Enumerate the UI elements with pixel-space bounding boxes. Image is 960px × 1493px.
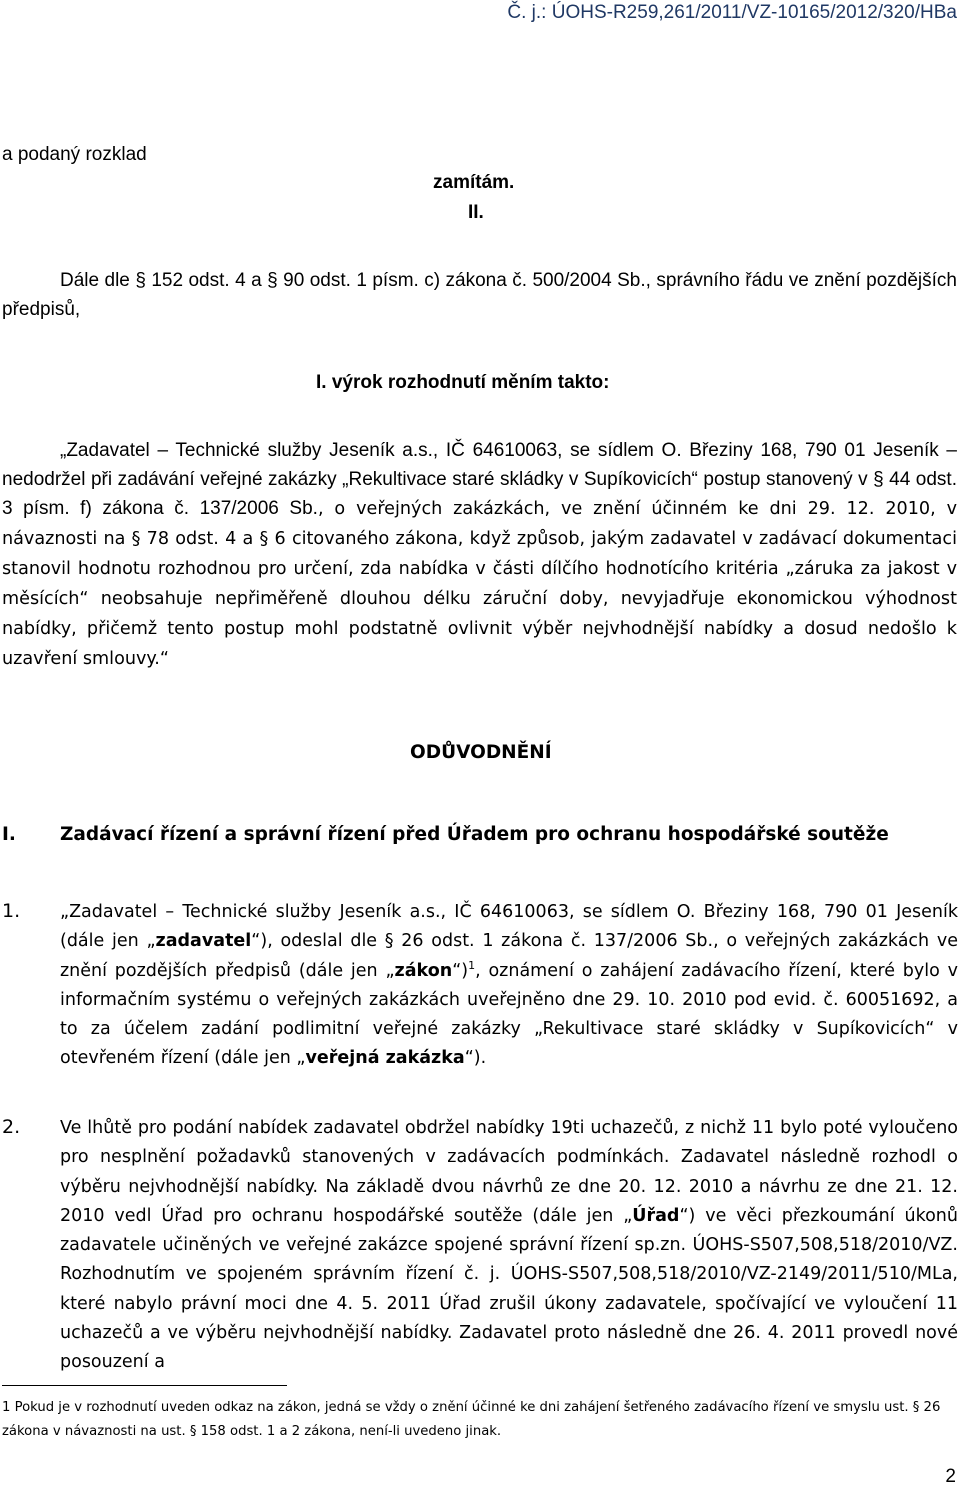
intro-line: a podaný rozklad [2,144,147,165]
item-1-text-d: , oznámení o zahájení zadávacího řízení, které bylo v informačním systému o veřejných zakázkách uveřejněno dne 29. 10. 2010 pod evid. č. 60051692, a to za účelem zadání podlimitní veřejné zakázky „Rekultivace staré skládky v Supíkovicích“ v otevřeném řízení (dále jen „ [60,960,958,1069]
footnote-marker: 1 [468,958,476,972]
item-2-text [60,1114,958,1378]
item-1-text-c: “) [452,960,469,981]
item-number-2: 2. [2,1116,21,1138]
page-number: 2 [945,1466,956,1487]
para-dale: Dále dle § 152 odst. 4 a § 90 odst. 1 písm. c) zákona č. 500/2004 Sb., správního řádu ve znění pozdějších předpisů, [2,270,957,320]
section-number: I. [2,824,16,845]
term-zakon: zákon [394,960,453,981]
item-number-1: 1. [2,900,21,922]
vyrok-text [2,436,957,674]
item-1-text-e: “). [464,1048,487,1069]
item-1-text-a: „Zadavatel – Technické služby Jeseník a.s., IČ 64610063, se sídlem O. Březiny 168, 790 01 Jeseník (dále jen „ [60,902,958,952]
item-2-text-b: “) ve věci přezkoumání úkonů zadavatele učiněných ve veřejné zakázce spojené správní řízení sp.zn. ÚOHS-S507,508,518/2010/VZ. Rozhodnutím ve spojeném správním řízení č. j. ÚOHS-S507,508,518/2010/VZ-2149/2011/510/MLa, které nabylo právní moci dne 4. 5. 2011 Úřad zrušil úkony zadavatele, spočívající ve vyloučení 11 uchazečů a ve výběru nejvhodnější nabídky. Zadavatel proto následně dne 26. 4. 2011 provedl nové posouzení a [60,1205,958,1373]
vyrok-title: I. výrok rozhodnutí měním takto: [316,372,610,393]
footnote-separator [2,1385,287,1386]
section-title: Zadávací řízení a správní řízení před Úřadem pro ochranu hospodářské soutěže [60,824,889,845]
item-1-text-b: “), odeslal dle § 26 odst. 1 zákona č. 137/2006 Sb., o veřejných zakázkách ve znění pozdějších předpisů (dále jen „ [60,931,958,981]
decision-roman: II. [468,202,484,223]
vyrok-text-part-b: , o veřejných zakázkách, ve znění účinném ke dni 29. 12. 2010, v návaznosti na § 78 odst. 4 a § 6 citovaného zákona, když způsob, jakým zadavatel v zadávací dokumentaci stanovil hodnotu rozhodnou pro určení, zda nabídka v části dílčího hodnotícího kritéria „záruka za jakost v měsících“ neobsahuje nepřiměřeně dlouhou délku záruční doby, nevyjadřuje ekonomickou výhodnost nabídky, přičemž tento postup mohl podstatně ovlivnit výběr nejvhodnější nabídky a dosud nedošlo k uzavření smlouvy.“ [2,499,958,669]
decision-verb: zamítám. [433,172,515,193]
document-reference: Č. j.: ÚOHS-R259,261/2011/VZ-10165/2012/320/HBa [507,2,957,23]
item-1-text [60,898,958,1074]
vyrok-text-part-a: „Zadavatel – Technické služby Jeseník a.s., IČ 64610063, se sídlem O. Březiny 168, 790 01 Jeseník – nedodržel při zadávání veřejné zakázky „Rekultivace staré skládky v Supíkovicích“ postup stanovený v § 44 odst. 3 písm. f) zákona č. 137/2006 Sb. [2,440,957,519]
term-zadavatel: zadavatel [155,931,252,952]
term-urad: Úřad [632,1205,680,1226]
section-heading-oduvodneni: ODŮVODNĚNÍ [410,742,552,763]
term-verejna-zakazka: veřejná zakázka [305,1048,465,1069]
item-2-text-a: Ve lhůtě pro podání nabídek zadavatel obdržel nabídky 19ti uchazečů, z nichž 11 bylo poté vyloučeno pro nesplnění požadavků stanovených v zadávacích podmínkách. Zadavatel následně rozhodl o výběru nejvhodnější nabídky. Na základě dvou návrhů ze dne 20. 12. 2010 a návrhu ze dne 21. 12. 2010 vedl Úřad pro ochranu hospodářské soutěže (dále jen „ [60,1118,958,1226]
footnote: 1 Pokud je v rozhodnutí uveden odkaz na zákon, jedná se vždy o znění účinné ke dni zahájení šetřeného zadávacího řízení ve smyslu ust. § 26 zákona v návaznosti na ust. § 158 odst. 1 a 2 zákona, není-li uvedeno jinak. [2,1400,941,1439]
